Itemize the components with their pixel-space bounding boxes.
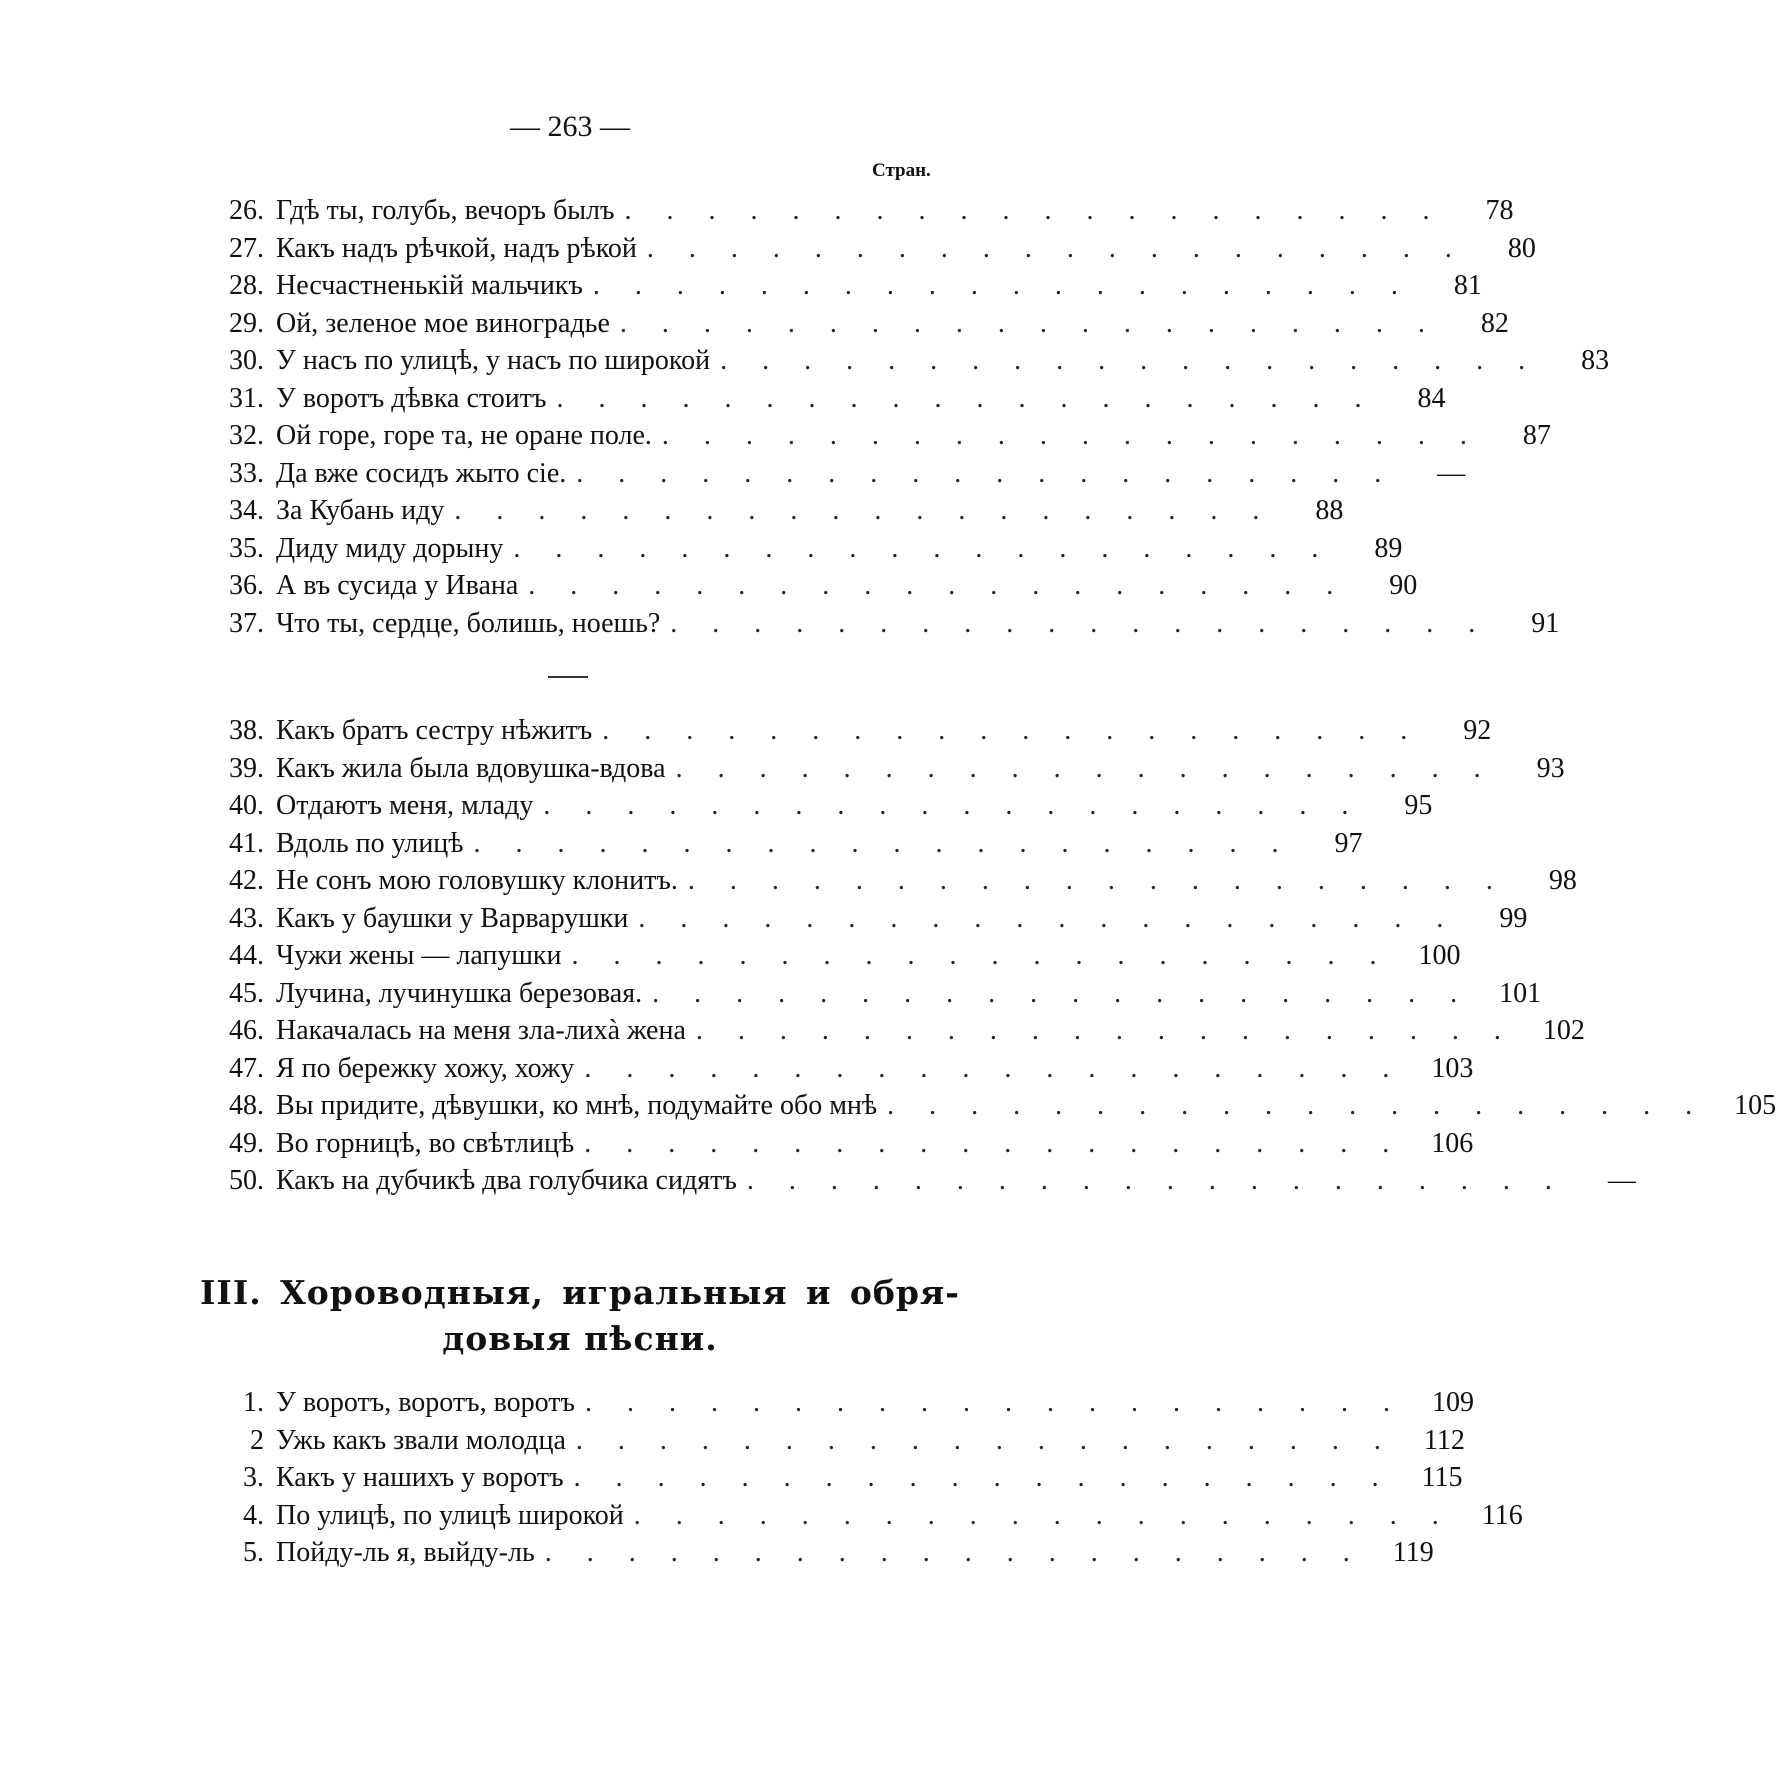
dot-leader: . . . . . . . . . . . . . . . . . . . . [592,270,1412,301]
toc-entry [200,267,1482,305]
dot-leader: . . . . . . . . . . . . . . . . . . . . [575,1424,1395,1456]
toc-entry-page: 90 [1389,570,1418,601]
dot-leader: . . . . . . . . . . . . . . . . . . . . [584,1387,1404,1418]
dot-leader: . . . . . . . . . . . . . . . . . . . . [528,570,1348,601]
dot-leader: . . . . . . . . . . . . . . . . . . . . [633,1499,1453,1531]
toc-entry-page: 89 [1374,532,1403,564]
toc-entry-title: Ужь какъ звали молодца [276,1424,566,1456]
toc-entry [200,567,1418,605]
toc-entry-title: Я по бережку хожу, хожу [276,1052,575,1084]
toc-entry-page: 99 [1499,902,1528,934]
toc-entry-page: 105 [1734,1090,1776,1121]
toc-entry [200,1384,1474,1422]
dot-leader: . . . . . . . . . . . . . . . . . . . . [638,902,1458,934]
toc-entry-page: 103 [1431,1052,1474,1084]
dot-leader: . . . . . . . . . . . . . . . . . . . . [544,1537,1364,1568]
toc-entry-number: 3. [243,1462,264,1493]
toc-entry-page: 119 [1392,1537,1434,1568]
toc-entry-number: 28. [229,270,264,301]
toc-entry-title: Что ты, сердце, болишь, ноешь? [276,607,661,639]
toc-entry-title: Вдоль по улицѣ [276,827,464,859]
toc-entry [200,825,1363,863]
toc-entry-page: 109 [1431,1387,1474,1418]
toc-entry-title: Лучина, лучинушка березовая. [276,977,643,1009]
toc-entry-number: 31. [229,382,264,414]
toc-entry-page: 102 [1542,1015,1585,1046]
toc-entry [200,230,1536,268]
toc-entry-page: — [1437,457,1466,489]
toc-entry-title: Какъ надъ рѣчкой, надъ рѣкой [276,232,637,264]
page-column-label: Стран. [872,160,931,181]
toc-entry-title: Какъ братъ сестру нѣжитъ [276,715,593,746]
toc-list-part-1 [200,192,1610,642]
dot-leader: . . . . . . . . . . . . . . . . . . . . [602,715,1422,746]
toc-entry [200,862,1577,900]
dot-leader: . . . . . . . . . . . . . . . . . . . . [513,532,1333,564]
dot-leader: . . . . . . . . . . . . . . . . . . . . [675,752,1495,784]
toc-entry-title: Какъ жила была вдовушка-вдова [276,752,666,784]
toc-entry-number: 27. [229,232,264,264]
dot-leader: . . . . . . . . . . . . . . . . . . . . [454,495,1274,526]
toc-entry-title: Во горницѣ, во свѣтлицѣ [276,1127,575,1159]
toc-entry [200,1012,1585,1050]
toc-entry-page: 101 [1499,977,1542,1009]
dot-leader: . . . . . . . . . . . . . . . . . . . . [556,382,1376,414]
dot-leader: . . . . . . . . . . . . . . . . . . . . [576,457,1396,489]
toc-entry [200,750,1565,788]
dot-leader: . . . . . . . . . . . . . . . . . . . . [887,1090,1707,1121]
dot-leader: . . . . . . . . . . . . . . . . . . . . [573,1462,1393,1493]
dot-leader: . . . . . . . . . . . . . . . . . . . . [624,195,1444,226]
toc-entry-number: 30. [229,345,264,376]
toc-entry-page: 91 [1531,607,1560,639]
toc-entry-title: За Кубань иду [276,495,445,526]
toc-entry-number: 29. [229,307,264,339]
toc-entry-page: 97 [1334,827,1363,859]
toc-entry-page: 106 [1431,1127,1474,1159]
dot-leader: . . . . . . . . . . . . . . . . . . . . [543,790,1363,821]
toc-entry-page: 87 [1522,420,1551,451]
toc-entry-title: У насъ по улицѣ, у насъ по широкой [276,345,711,376]
toc-entry-title: У воротъ дѣвка стоитъ [276,382,547,414]
toc-entry-page: 84 [1417,382,1446,414]
toc-entry-page: 78 [1485,195,1514,226]
toc-entry-number: 50. [229,1165,264,1196]
section-heading-line-2: довыя пѣсни. [442,1319,718,1358]
toc-entry-title: Ой горе, горе та, не оране поле. [276,420,652,451]
toc-entry-page: 92 [1463,715,1492,746]
toc-entry-number: 46. [229,1015,264,1046]
dot-leader: . . . . . . . . . . . . . . . . . . . . [695,1015,1515,1046]
toc-entry-title: Не сонъ мою головушку клонитъ. [276,865,678,896]
toc-entry-number: 35. [229,532,264,564]
toc-entry-number: 47. [229,1052,264,1084]
toc-entry-title: Пойду-ль я, выйду-ль [276,1537,535,1568]
dot-leader: . . . . . . . . . . . . . . . . . . . . [661,420,1481,451]
toc-entry-number: 49. [229,1127,264,1159]
toc-entry-number: 34. [229,495,264,526]
toc-entry [200,712,1492,750]
dot-leader: . . . . . . . . . . . . . . . . . . . . [619,307,1439,339]
section-heading-line-1: III. Хороводныя, игральныя и обря- [200,1273,960,1312]
dot-leader: . . . . . . . . . . . . . . . . . . . . [584,1052,1404,1084]
toc-entry-number: 4. [243,1499,264,1531]
toc-entry-number: 41. [229,827,264,859]
dot-leader: . . . . . . . . . . . . . . . . . . . . [670,607,1490,639]
toc-entry [200,305,1509,343]
dot-leader: . . . . . . . . . . . . . . . . . . . . [646,232,1466,264]
toc-entry [200,1087,1776,1125]
toc-entry [200,605,1560,643]
toc-entry [200,530,1403,568]
toc-list-part-2 [200,712,1776,1200]
toc-entry-page: 98 [1548,865,1577,896]
page-number: — 263 — [510,110,630,143]
toc-entry-number: 5. [243,1537,264,1568]
toc-entry [200,1497,1523,1535]
toc-entry [200,1459,1463,1497]
toc-entry-page: — [1607,1165,1636,1196]
toc-entry-page: 115 [1421,1462,1463,1493]
toc-entry-number: 44. [229,940,264,971]
toc-entry-title: Какъ у нашихъ у воротъ [276,1462,564,1493]
toc-entry-number: 26. [229,195,264,226]
separator-rule [548,676,588,678]
toc-entry-page: 100 [1418,940,1461,971]
toc-entry-title: А въ сусида у Ивана [276,570,519,601]
toc-entry-number: 48. [229,1090,264,1121]
toc-entry-page: 116 [1481,1499,1523,1531]
toc-entry-title: Накачалась на меня зла-лихà жена [276,1015,686,1046]
toc-entry [200,1162,1636,1200]
toc-entry-number: 2 [250,1424,264,1456]
toc-entry-title: По улицѣ, по улицѣ широкой [276,1499,624,1531]
toc-entry [200,1125,1474,1163]
section-heading [200,1270,960,1362]
toc-entry-title: У воротъ, воротъ, воротъ [276,1387,575,1418]
dot-leader: . . . . . . . . . . . . . . . . . . . . [652,977,1472,1009]
dot-leader: . . . . . . . . . . . . . . . . . . . . [473,827,1293,859]
toc-entry-number: 33. [229,457,264,489]
dot-leader: . . . . . . . . . . . . . . . . . . . . [571,940,1391,971]
toc-entry [200,900,1528,938]
toc-entry-page: 88 [1315,495,1344,526]
toc-entry-title: Чужи жены — лапушки [276,940,562,971]
toc-entry [200,380,1446,418]
toc-entry-title: Какъ у баушки у Варварушки [276,902,629,934]
toc-list-part-3 [200,1384,1523,1572]
toc-entry-title: Гдѣ ты, голубь, вечоръ былъ [276,195,615,226]
toc-entry-page: 81 [1453,270,1482,301]
toc-entry-number: 43. [229,902,264,934]
toc-entry-number: 1. [243,1387,264,1418]
toc-entry [200,787,1433,825]
toc-entry [200,937,1461,975]
toc-entry-title: Диду миду дорыну [276,532,504,564]
toc-entry-number: 32. [229,420,264,451]
toc-entry-number: 38. [229,715,264,746]
toc-entry-page: 80 [1507,232,1536,264]
toc-entry [200,492,1344,530]
dot-leader: . . . . . . . . . . . . . . . . . . . . [720,345,1540,376]
toc-entry-number: 40. [229,790,264,821]
dot-leader: . . . . . . . . . . . . . . . . . . . . [687,865,1507,896]
toc-entry [200,1534,1434,1572]
toc-entry-page: 93 [1536,752,1565,784]
toc-entry [200,192,1514,230]
toc-entry-title: Ой, зеленое мое виноградье [276,307,610,339]
toc-entry-page: 95 [1404,790,1433,821]
toc-entry [200,455,1466,493]
toc-entry [200,1050,1474,1088]
toc-entry-title: Вы придите, дѣвушки, ко мнѣ, подумайте обо мнѣ [276,1090,878,1121]
toc-entry-title: Какъ на дубчикѣ два голубчика сидятъ [276,1165,737,1196]
toc-entry-page: 112 [1423,1424,1465,1456]
dot-leader: . . . . . . . . . . . . . . . . . . . . [746,1165,1566,1196]
toc-entry [200,975,1542,1013]
toc-entry [200,342,1610,380]
toc-entry-title: Несчастненькій мальчикъ [276,270,583,301]
toc-entry [200,1422,1465,1460]
toc-entry-number: 45. [229,977,264,1009]
toc-entry-number: 36. [229,570,264,601]
dot-leader: . . . . . . . . . . . . . . . . . . . . [584,1127,1404,1159]
toc-entry-number: 39. [229,752,264,784]
toc-entry-title: Отдаютъ меня, младу [276,790,534,821]
toc-entry-page: 82 [1480,307,1509,339]
toc-entry-number: 42. [229,865,264,896]
toc-entry-page: 83 [1581,345,1610,376]
toc-entry-number: 37. [229,607,264,639]
toc-entry [200,417,1551,455]
toc-entry-title: Да вже сосидъ жыто сіе. [276,457,567,489]
